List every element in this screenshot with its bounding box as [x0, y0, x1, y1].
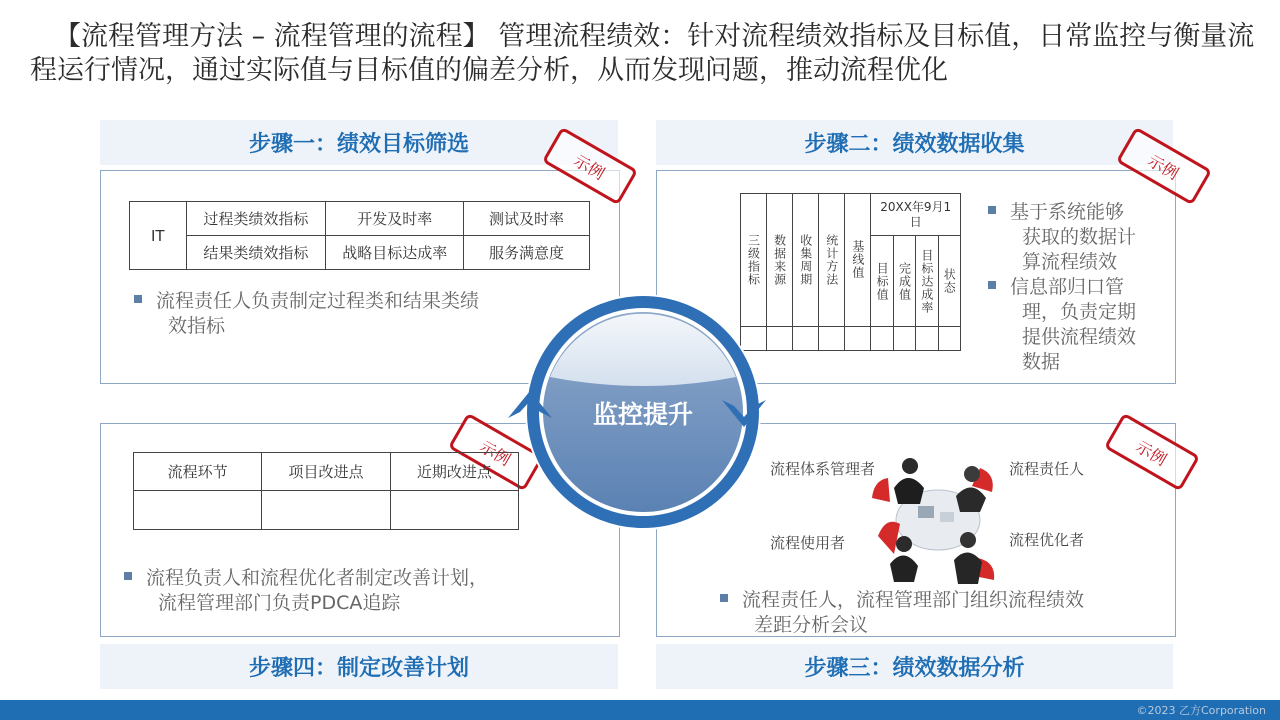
meeting-illustration: [868, 448, 1008, 588]
step3-title: 步骤三：绩效数据分析: [656, 644, 1173, 689]
step1-title: 步骤一：绩效目标筛选: [100, 120, 618, 165]
footer-copyright: ©2023 乙方Corporation: [1136, 704, 1266, 717]
example-stamp: 示例: [1116, 127, 1212, 206]
empty-cell: [793, 326, 819, 350]
step4-title: 步骤四：制定改善计划: [100, 644, 618, 689]
role-label: 流程优化者: [1009, 531, 1085, 549]
empty-cell: [262, 491, 390, 530]
step3-bullet: 流程责任人，流程管理部门组织流程绩效 差距分析会议: [720, 588, 1084, 638]
plan-header-cell: 近期改进点: [390, 453, 518, 491]
kpi-cell: 结果类绩效指标: [186, 236, 326, 270]
kpi-group-cell: IT: [130, 202, 187, 270]
empty-cell: [893, 326, 915, 350]
step2-bullet: 基于系统能够 获取的数据计 算流程绩效 信息部归口管 理，负责定期 提供流程绩效 数据: [988, 200, 1136, 375]
slide-title: 【流程管理方法 – 流程管理的流程】 管理流程绩效：针对流程绩效指标及目标值，日常监控与衡量流程运行情况，通过实际值与目标值的偏差分析，从而发现问题，推动流程优化: [30, 21, 1255, 86]
example-stamp: 示例: [448, 413, 544, 492]
role-label: 流程体系管理者: [770, 460, 876, 478]
step1-bullet: 流程责任人负责制定过程类和结果类绩 效指标: [134, 289, 479, 339]
step4-plan-table: [133, 452, 519, 530]
header-cell: 数据来源: [772, 233, 787, 286]
step4-bullet: 流程负责人和流程优化者制定改善计划， 流程管理部门负责PDCA追踪: [124, 566, 488, 616]
bullet-marker: [124, 572, 132, 580]
header-cell: 完成值: [897, 261, 912, 301]
step2-title: 步骤二：绩效数据收集: [656, 120, 1173, 165]
header-cell: 状态: [942, 268, 957, 295]
center-label: 监控提升: [592, 400, 693, 429]
step1-kpi-table: [129, 201, 590, 270]
empty-cell: [871, 326, 893, 350]
header-cell: 三级指标: [746, 233, 761, 286]
bullet-marker: [988, 281, 996, 289]
footer-bar: [0, 700, 1280, 720]
empty-cell: [390, 491, 518, 530]
example-stamp: 示例: [542, 127, 638, 206]
header-cell: 基线值: [850, 240, 865, 280]
bullet-marker: [720, 594, 728, 602]
header-cell: 收集周期: [798, 233, 813, 286]
empty-cell: [845, 326, 871, 350]
role-label: 流程使用者: [770, 534, 846, 552]
bullet-marker: [134, 295, 142, 303]
header-cell: 目标值: [875, 261, 890, 301]
role-label: 流程责任人: [1009, 460, 1085, 478]
kpi-cell: 开发及时率: [326, 202, 464, 236]
date-header-cell: 20XX年9月1日: [871, 194, 961, 236]
empty-cell: [938, 326, 960, 350]
empty-cell: [916, 326, 938, 350]
kpi-cell: 服务满意度: [464, 236, 590, 270]
empty-cell: [134, 491, 262, 530]
kpi-cell: 过程类绩效指标: [186, 202, 326, 236]
example-stamp: 示例: [1104, 413, 1200, 492]
kpi-cell: 测试及时率: [464, 202, 590, 236]
header-cell: 目标达成率: [919, 248, 934, 314]
bullet-marker: [988, 206, 996, 214]
monitor-cycle-graphic: [508, 295, 778, 565]
plan-header-cell: 流程环节: [134, 453, 262, 491]
header-cell: 统计方法: [824, 233, 839, 286]
plan-header-cell: 项目改进点: [262, 453, 390, 491]
kpi-cell: 战略目标达成率: [326, 236, 464, 270]
empty-cell: [819, 326, 845, 350]
